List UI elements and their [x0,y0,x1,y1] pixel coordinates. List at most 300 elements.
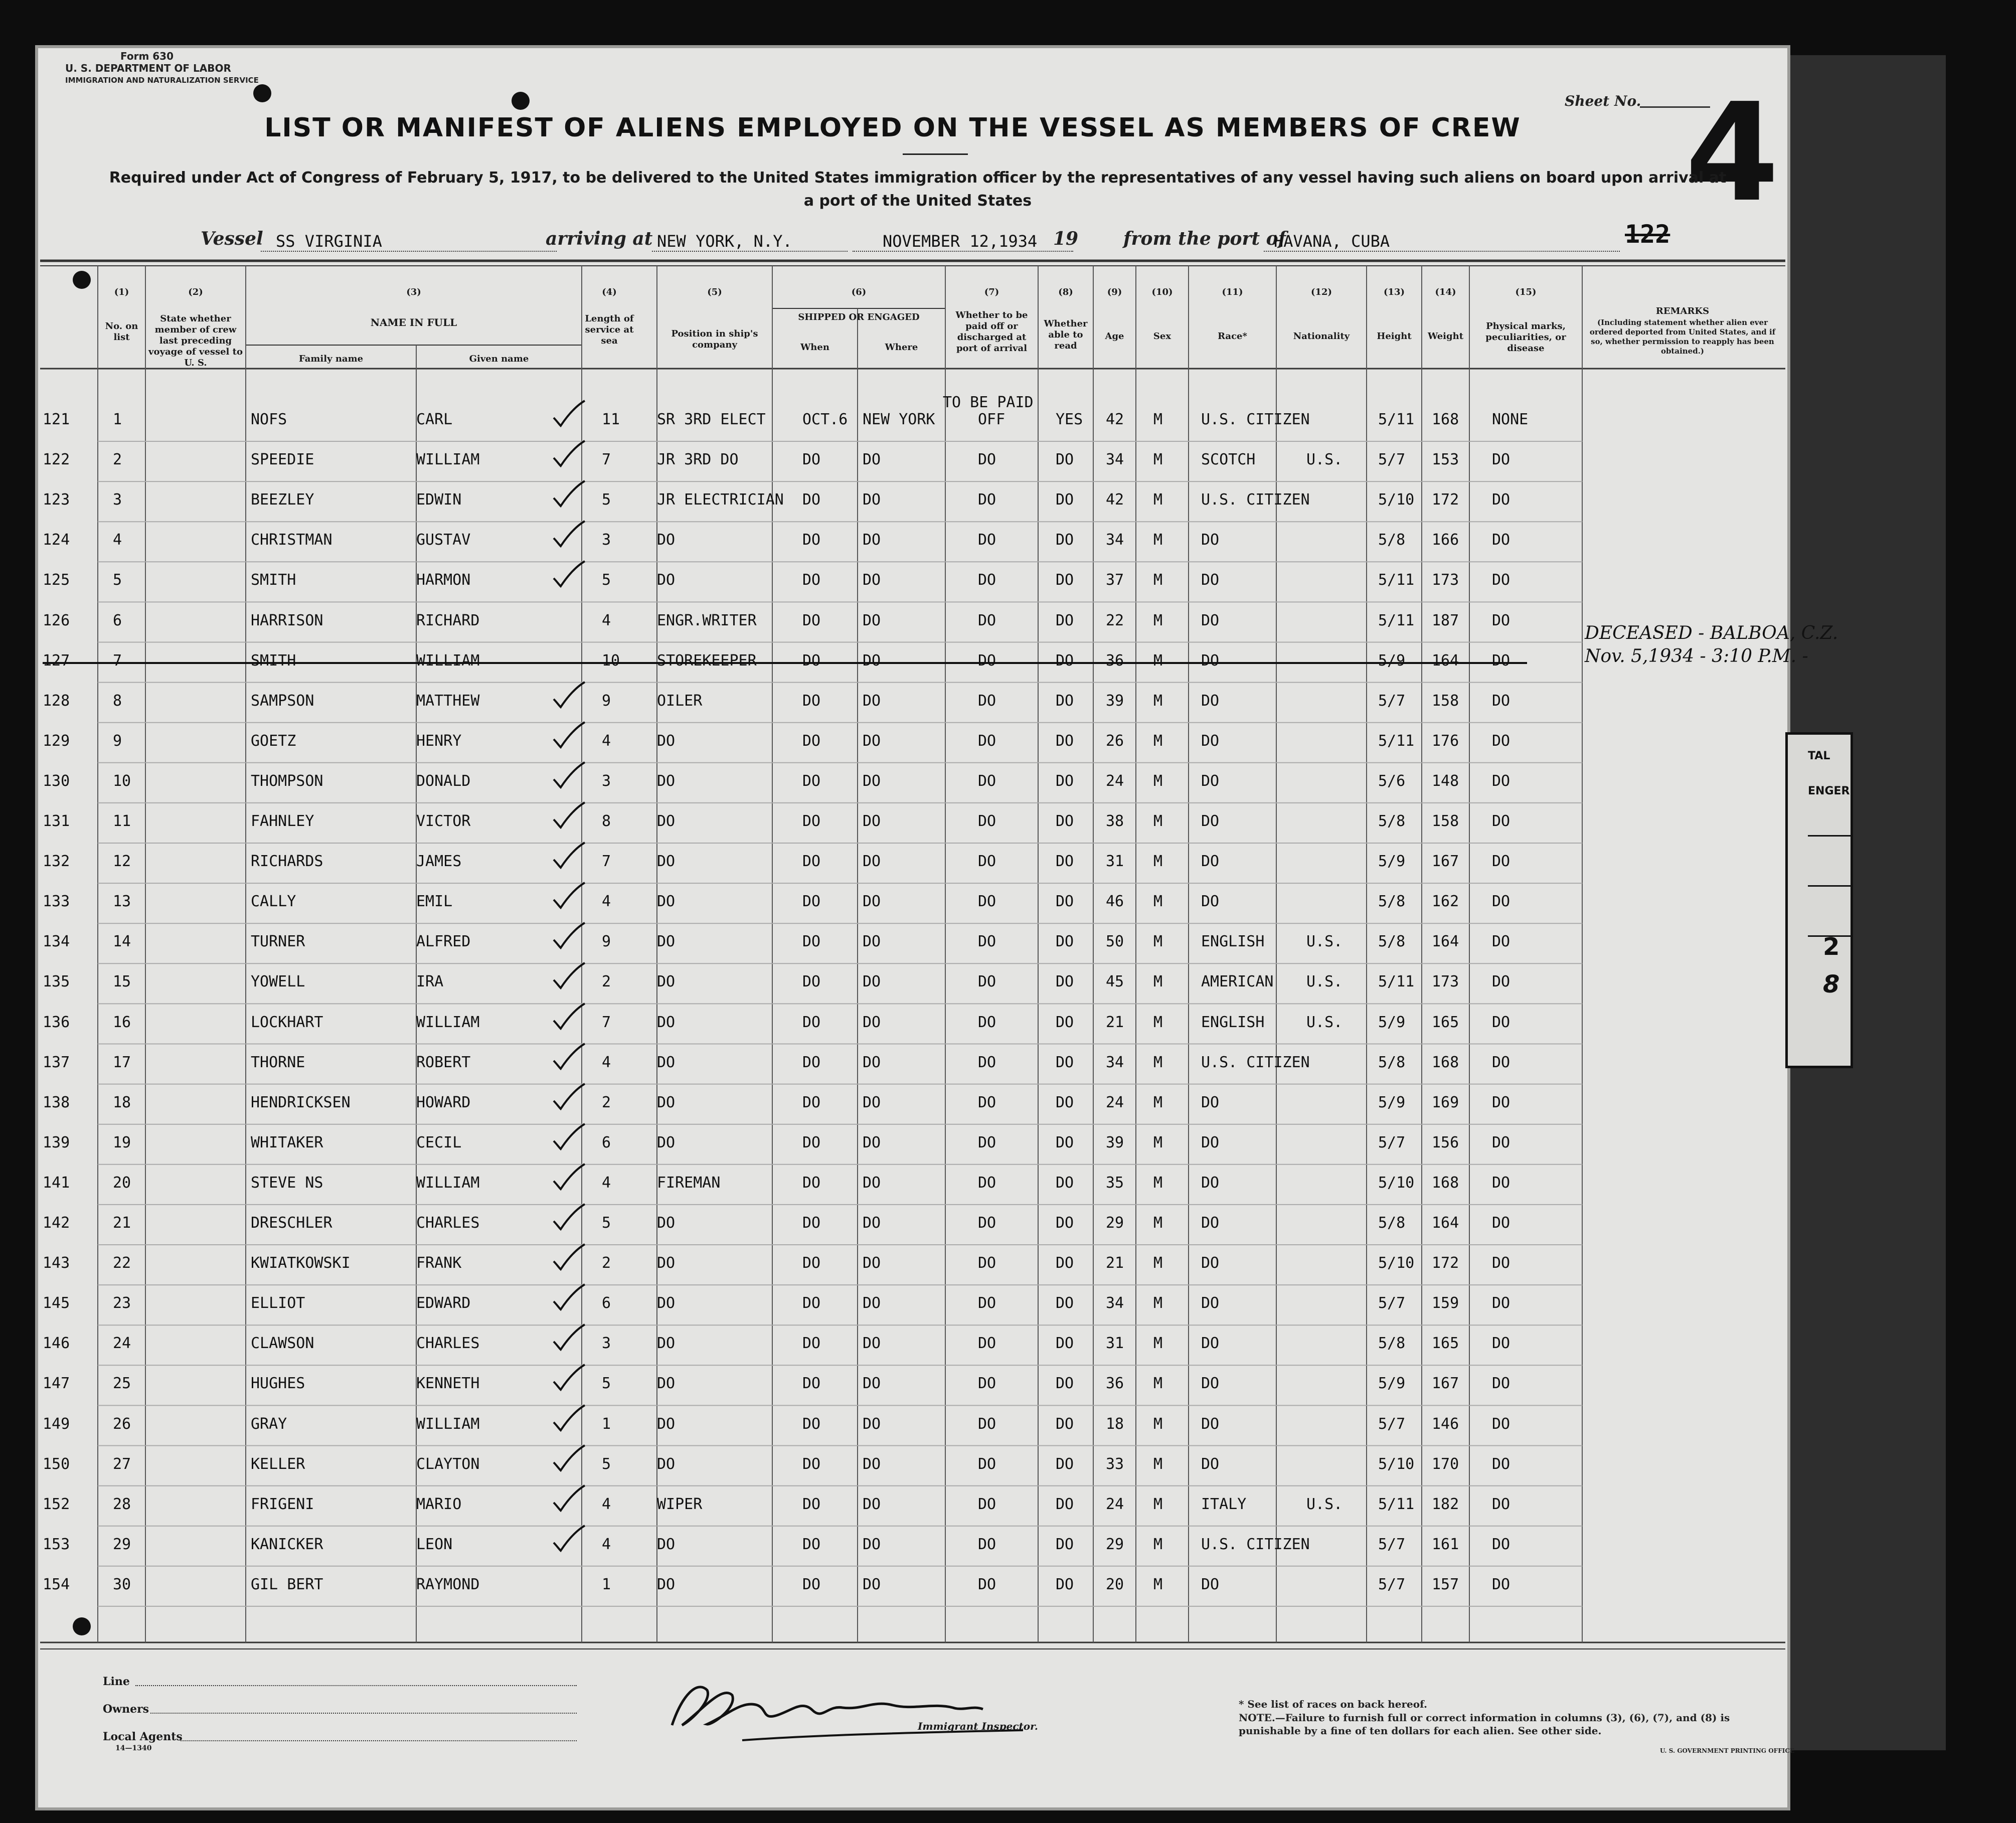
cell-shipped-when: DO [802,1133,821,1151]
cell-length-of-service: 2 [602,1093,611,1111]
check-mark [552,1202,587,1232]
cell-sex: M [1153,1174,1163,1192]
sheet-label: Sheet No. [1565,93,1641,109]
cell-family-name: GRAY [251,1415,287,1433]
cell-row-index: 130 [43,772,70,790]
cell-shipped-when: DO [802,1335,821,1353]
cell-shipped-when: DO [802,1214,821,1232]
cell-given-name: FRANK [416,1254,462,1272]
cell-paid-off: DO [978,651,996,670]
cell-family-name: TURNER [251,933,305,951]
cell-shipped-when: DO [802,1495,821,1513]
check-mark [552,1002,587,1032]
cell-shipped-where: DO [863,1053,881,1071]
cell-row-index: 145 [43,1294,70,1312]
col-4-number: (4) [602,287,617,297]
cell-row-number: 12 [113,853,131,871]
cell-paid-off: DO [978,1294,996,1312]
cell-height: 5/7 [1378,1415,1406,1433]
cell-race: DO [1201,531,1220,549]
cell-physical-marks: DO [1492,692,1510,710]
cell-family-name: HENDRICKSEN [251,1093,351,1111]
cell-family-name: SAMPSON [251,692,314,710]
cell-able-to-read: DO [1056,933,1074,951]
col-10-header: Sex [1153,331,1171,342]
col-13-number: (13) [1383,287,1405,297]
col-6-header: SHIPPED OR ENGAGED [798,312,920,322]
cell-family-name: CALLY [251,893,296,911]
cell-sex: M [1153,1294,1163,1312]
cell-family-name: GIL BERT [251,1575,323,1593]
cell-able-to-read: DO [1056,973,1074,991]
col-5-header: Position in ship's company [671,328,758,350]
cell-shipped-where: NEW YORK [863,411,935,428]
cell-row-number: 24 [113,1335,131,1353]
cell-row-number: 13 [113,893,131,911]
cell-weight: 168 [1432,1174,1459,1192]
cell-physical-marks: DO [1492,1455,1510,1473]
cell-position: DO [657,1133,676,1151]
cell-position: DO [657,1335,676,1353]
cell-given-name: CECIL [416,1133,462,1151]
footer-line-blank [135,1685,577,1686]
cell-physical-marks: DO [1492,491,1510,509]
cell-position: DO [657,1214,676,1232]
col-15-header: Physical marks, peculiarities, or disease [1485,321,1566,354]
cell-weight: 173 [1432,571,1459,589]
cell-weight: 158 [1432,812,1459,830]
cell-given-name: ROBERT [416,1053,471,1071]
cell-age: 20 [1106,1575,1124,1593]
col-7-header: Whether to be paid off or discharged at port of arrival [955,310,1028,354]
cell-row-number: 22 [113,1254,131,1272]
col-12-number: (12) [1310,287,1332,297]
cell-paid-off: DO [978,1174,996,1192]
cell-given-name: EDWIN [416,491,462,509]
cell-shipped-where: DO [863,1535,881,1553]
from-port-label: from the port of [1123,228,1286,249]
cell-age: 39 [1106,692,1124,710]
col-2-number: (2) [188,287,203,297]
cell-given-name: WILLIAM [416,1013,480,1031]
cell-race: DO [1201,1455,1220,1473]
cell-paid-off: DO [978,893,996,911]
check-mark [552,1162,587,1192]
cell-row-index: 143 [43,1254,70,1272]
cell-row-number: 6 [113,611,122,629]
cell-weight: 161 [1432,1535,1459,1553]
footer-owners-label: Owners [103,1703,149,1716]
cell-able-to-read: DO [1056,1174,1074,1192]
cell-able-to-read: DO [1056,812,1074,830]
cell-shipped-when: DO [802,531,821,549]
cell-position: WIPER [657,1495,703,1513]
cell-weight: 169 [1432,1093,1459,1111]
cell-position: DO [657,1254,676,1272]
col-14-header: Weight [1427,331,1464,342]
footer-agents-label: Local Agents [103,1730,183,1743]
cell-age: 31 [1106,1335,1124,1353]
cell-height: 5/11 [1378,571,1415,589]
cell-age: 31 [1106,853,1124,871]
cell-shipped-where: DO [863,531,881,549]
cell-age: 45 [1106,973,1124,991]
col-11-number: (11) [1222,287,1243,297]
cell-shipped-when: DO [802,732,821,750]
cell-family-name: CHRISTMAN [251,531,332,549]
cell-sex: M [1153,973,1163,991]
cell-row-index: 146 [43,1335,70,1353]
cell-shipped-where: DO [863,772,881,790]
check-mark [552,881,587,911]
cell-given-name: GUSTAV [416,531,471,549]
cell-shipped-when: DO [802,491,821,509]
cell-race: DO [1201,571,1220,589]
cell-nationality: U.S. [1306,1495,1343,1513]
cell-length-of-service: 6 [602,1133,611,1151]
cell-physical-marks: DO [1492,973,1510,991]
cell-length-of-service: 1 [602,1575,611,1593]
cell-age: 36 [1106,651,1124,670]
footnote-penalty: NOTE.—Failure to furnish full or correct information in columns (3), (6), (7), and (8) is punishable by a fine of ten dollars for each alien. See other side. [1239,1712,1730,1737]
footer-code: 14—1340 [115,1744,152,1752]
col-3-given-header: Given name [469,354,529,364]
cell-paid-off: DO [978,1535,996,1553]
cell-race: DO [1201,611,1220,629]
cell-length-of-service: 5 [602,1214,611,1232]
cell-shipped-where: DO [863,1294,881,1312]
cell-family-name: WHITAKER [251,1133,323,1151]
check-mark [552,841,587,871]
cell-family-name: NOFS [251,411,287,428]
cell-given-name: HOWARD [416,1093,471,1111]
cell-race: DO [1201,1254,1220,1272]
cell-row-number: 4 [113,531,122,549]
cell-shipped-where: DO [863,1575,881,1593]
check-mark [552,1322,587,1353]
cell-length-of-service: 5 [602,491,611,509]
cell-physical-marks: DO [1492,893,1510,911]
check-mark [552,439,587,469]
form-service: IMMIGRATION AND NATURALIZATION SERVICE [65,76,259,85]
cell-family-name: RICHARDS [251,853,323,871]
cell-position: DO [657,1013,676,1031]
cell-physical-marks: DO [1492,1335,1510,1353]
cell-age: 34 [1106,451,1124,469]
cell-row-index: 127 [43,651,70,670]
cell-able-to-read: DO [1056,1013,1074,1031]
cell-given-name: EMIL [416,893,453,911]
cell-length-of-service: 9 [602,692,611,710]
cell-row-number: 7 [113,651,122,670]
cell-sex: M [1153,491,1163,509]
cell-age: 26 [1106,732,1124,750]
cell-physical-marks: NONE [1492,411,1529,428]
cell-position: DO [657,1053,676,1071]
cell-row-index: 136 [43,1013,70,1031]
cell-paid-off: DO [978,1375,996,1393]
cell-shipped-when: DO [802,893,821,911]
cell-weight: 164 [1432,933,1459,951]
cell-position: DO [657,1575,676,1593]
cell-shipped-where: DO [863,692,881,710]
cell-given-name: WILLIAM [416,651,480,670]
cell-length-of-service: 3 [602,1335,611,1353]
cell-age: 29 [1106,1214,1124,1232]
cell-paid-off: DO [978,973,996,991]
check-mark [552,1524,587,1554]
cell-shipped-where: DO [863,853,881,871]
page-title: LIST OR MANIFEST OF ALIENS EMPLOYED ON THE VESSEL AS MEMBERS OF CREW [264,113,1521,143]
cell-shipped-where: DO [863,1214,881,1232]
cell-physical-marks: DO [1492,1174,1510,1192]
cell-weight: 173 [1432,973,1459,991]
cell-length-of-service: 4 [602,1495,611,1513]
cell-race: AMERICAN [1201,973,1274,991]
cell-height: 5/11 [1378,1495,1415,1513]
binder-hole [253,84,271,102]
cell-shipped-where: DO [863,973,881,991]
cell-physical-marks: DO [1492,1575,1510,1593]
cell-able-to-read: DO [1056,491,1074,509]
cell-position: STOREKEEPER [657,651,757,670]
cell-family-name: CLAWSON [251,1335,314,1353]
cell-shipped-when: OCT.6 [802,411,848,428]
cell-able-to-read: DO [1056,611,1074,629]
cell-row-index: 152 [43,1495,70,1513]
cell-family-name: FAHNLEY [251,812,314,830]
arrival-date: NOVEMBER 12,1934 [853,232,1073,252]
cell-length-of-service: 5 [602,1455,611,1473]
cell-race: DO [1201,692,1220,710]
cell-age: 24 [1106,772,1124,790]
check-mark [552,760,587,790]
check-mark [552,1122,587,1152]
col-1-header: No. on list [105,321,138,343]
cell-race: DO [1201,1093,1220,1111]
cell-row-index: 126 [43,611,70,629]
vessel-label: Vessel [201,228,263,249]
cell-family-name: THOMPSON [251,772,323,790]
cell-row-number: 30 [113,1575,131,1593]
cell-shipped-where: DO [863,1415,881,1433]
cell-row-index: 154 [43,1575,70,1593]
cell-shipped-where: DO [863,732,881,750]
check-mark [552,800,587,831]
cell-age: 46 [1106,893,1124,911]
cell-shipped-when: DO [802,651,821,670]
cell-shipped-where: DO [863,1174,881,1192]
cell-sex: M [1153,1535,1163,1553]
cell-physical-marks: DO [1492,651,1510,670]
cell-weight: 176 [1432,732,1459,750]
cell-height: 5/6 [1378,772,1406,790]
cell-shipped-where: DO [863,1335,881,1353]
cell-position: DO [657,772,676,790]
col-8-header: Whether able to read [1044,318,1088,351]
cell-race: DO [1201,1375,1220,1393]
cell-height: 5/9 [1378,651,1406,670]
cell-shipped-where: DO [863,571,881,589]
col-15-number: (15) [1515,287,1537,297]
cell-row-number: 26 [113,1415,131,1433]
cell-physical-marks: DO [1492,1214,1510,1232]
col-5-number: (5) [707,287,722,297]
cell-sex: M [1153,1335,1163,1353]
col-2-header: State whether member of crew last preceding voyage of vessel to U. S. [148,313,243,368]
cell-able-to-read: DO [1056,1093,1074,1111]
check-mark [552,961,587,991]
check-mark [552,1363,587,1393]
col-12-header: Nationality [1293,331,1350,342]
remark-line-2: Nov. 5,1934 - 3:10 P.M. - [1585,646,1808,667]
cell-shipped-when: DO [802,1575,821,1593]
cell-row-index: 128 [43,692,70,710]
cell-row-number: 21 [113,1214,131,1232]
cell-race: SCOTCH [1201,451,1256,469]
cell-sex: M [1153,772,1163,790]
cell-position: ENGR.WRITER [657,611,757,629]
cell-sex: M [1153,451,1163,469]
cell-row-number: 14 [113,933,131,951]
cell-paid-off: DO [978,451,996,469]
cell-position: DO [657,531,676,549]
cell-height: 5/10 [1378,1254,1415,1272]
cell-race: DO [1201,1415,1220,1433]
cell-sex: M [1153,1254,1163,1272]
cell-able-to-read: DO [1056,1053,1074,1071]
cell-sex: M [1153,893,1163,911]
cell-height: 5/9 [1378,853,1406,871]
cell-length-of-service: 9 [602,933,611,951]
cell-length-of-service: 10 [602,651,620,670]
cell-sex: M [1153,1093,1163,1111]
col-6-number: (6) [851,287,867,297]
col-1-number: (1) [114,287,129,297]
cell-given-name: IRA [416,973,444,991]
cell-row-number: 2 [113,451,122,469]
cell-able-to-read: DO [1056,1294,1074,1312]
cell-race: DO [1201,772,1220,790]
cell-sex: M [1153,571,1163,589]
cell-row-index: 147 [43,1375,70,1393]
cell-age: 38 [1106,812,1124,830]
cell-paid-off: DO [978,692,996,710]
cell-able-to-read: DO [1056,893,1074,911]
cell-age: 35 [1106,1174,1124,1192]
cell-paid-off: DO [978,732,996,750]
cell-length-of-service: 2 [602,1254,611,1272]
cell-physical-marks: DO [1492,1294,1510,1312]
col-3-family-header: Family name [298,354,364,364]
cell-shipped-when: DO [802,1294,821,1312]
cell-able-to-read: DO [1056,772,1074,790]
cell-given-name: KENNETH [416,1375,480,1393]
cell-shipped-where: DO [863,491,881,509]
cell-physical-marks: DO [1492,1093,1510,1111]
cell-height: 5/9 [1378,1093,1406,1111]
cell-race: DO [1201,1174,1220,1192]
cell-family-name: SMITH [251,651,296,670]
cell-row-index: 138 [43,1093,70,1111]
cell-row-index: 142 [43,1214,70,1232]
from-port: HAVANA, CUBA [1264,232,1620,252]
cell-given-name: RAYMOND [416,1575,480,1593]
cell-row-number: 1 [113,411,122,428]
cell-length-of-service: 4 [602,732,611,750]
cell-length-of-service: 4 [602,1535,611,1553]
cell-race: ENGLISH [1201,933,1265,951]
cell-family-name: KWIATKOWSKI [251,1254,351,1272]
check-mark [552,680,587,710]
cell-age: 42 [1106,491,1124,509]
cell-row-number: 11 [113,812,131,830]
cell-row-number: 19 [113,1133,131,1151]
binder-hole [73,1617,91,1635]
cell-paid-off: DO [978,491,996,509]
cell-physical-marks: DO [1492,1053,1510,1071]
cell-family-name: YOWELL [251,973,305,991]
cell-height: 5/11 [1378,973,1415,991]
check-mark [552,921,587,951]
cell-row-index: 150 [43,1455,70,1473]
cell-shipped-where: DO [863,451,881,469]
cell-given-name: MATTHEW [416,692,480,710]
cell-shipped-where: DO [863,893,881,911]
cell-given-name: RICHARD [416,611,480,629]
check-mark [552,1242,587,1272]
cell-physical-marks: DO [1492,571,1510,589]
cell-row-number: 18 [113,1093,131,1111]
cell-sex: M [1153,812,1163,830]
cell-shipped-when: DO [802,1375,821,1393]
cell-race: U.S. CITIZEN [1201,411,1310,428]
cell-weight: 165 [1432,1335,1459,1353]
cell-sex: M [1153,1375,1163,1393]
cell-given-name: EDWARD [416,1294,471,1312]
cell-position: OILER [657,692,703,710]
cell-family-name: KANICKER [251,1535,323,1553]
col-4-header: Length of service at sea [585,313,634,346]
cell-height: 5/8 [1378,531,1406,549]
cell-position: DO [657,812,676,830]
cell-sex: M [1153,411,1163,428]
col-10-number: (10) [1151,287,1173,297]
cell-paid-off: DO [978,772,996,790]
cell-length-of-service: 11 [602,411,620,428]
cell-age: 50 [1106,933,1124,951]
arriving-port: NEW YORK, N.Y. [652,232,848,252]
cell-able-to-read: DO [1056,1133,1074,1151]
cell-weight: 167 [1432,1375,1459,1393]
cell-row-number: 25 [113,1375,131,1393]
cell-height: 5/11 [1378,732,1415,750]
cell-shipped-where: DO [863,1013,881,1031]
cell-row-number: 27 [113,1455,131,1473]
cell-age: 42 [1106,411,1124,428]
cell-physical-marks: DO [1492,732,1510,750]
cell-paid-off: DO [978,1575,996,1593]
cell-row-index: 137 [43,1053,70,1071]
col-7-number: (7) [984,287,999,297]
cell-physical-marks: DO [1492,1495,1510,1513]
binder-hole [512,92,530,110]
cell-shipped-when: DO [802,812,821,830]
cell-row-index: 139 [43,1133,70,1151]
cell-sex: M [1153,1455,1163,1473]
cell-paid-off: DO [978,933,996,951]
cell-age: 24 [1106,1093,1124,1111]
